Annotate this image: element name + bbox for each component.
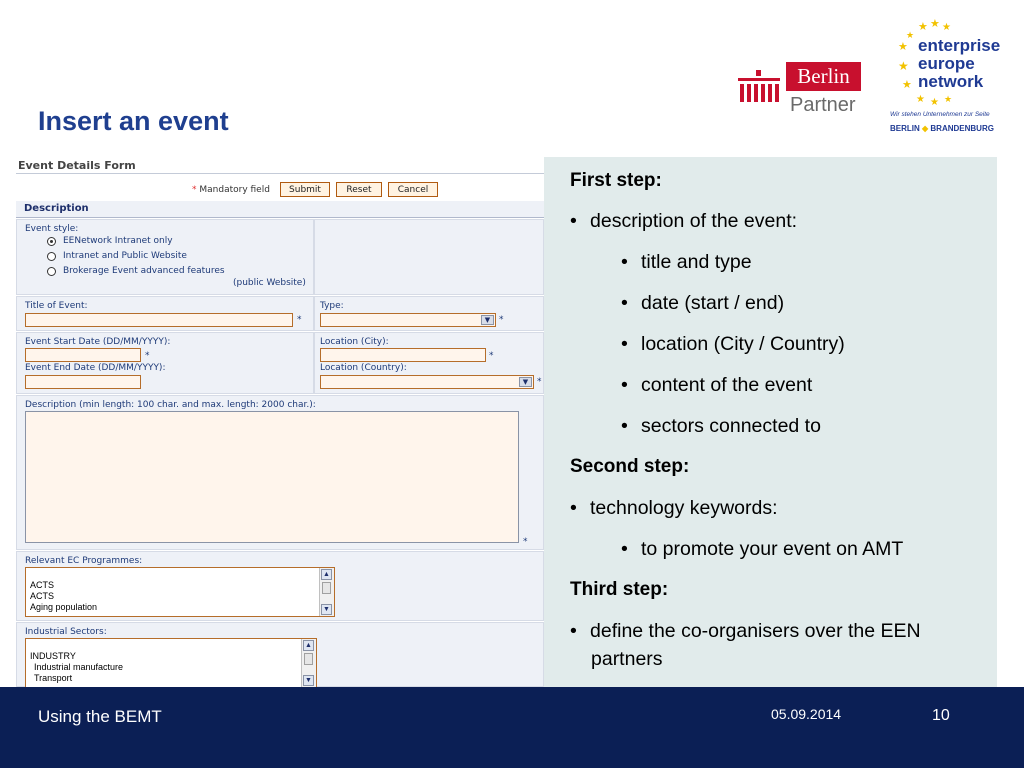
scroll-down-icon[interactable]: ▼ bbox=[303, 675, 314, 686]
svg-text:★: ★ bbox=[942, 22, 951, 33]
description-section-title: Description bbox=[24, 203, 89, 214]
mandatory-label: Mandatory field bbox=[199, 185, 270, 195]
first-step-sub-text: location (City / Country) bbox=[641, 333, 845, 355]
scroll-up-icon[interactable]: ▲ bbox=[303, 640, 314, 651]
footer-caption: Using the BEMT bbox=[38, 707, 162, 726]
svg-text:★: ★ bbox=[944, 95, 953, 105]
dates-cell bbox=[16, 332, 314, 394]
form-toolbar bbox=[16, 181, 544, 199]
een-region bbox=[890, 124, 994, 133]
scroll-thumb[interactable] bbox=[304, 653, 313, 665]
slide-footer bbox=[0, 687, 1024, 768]
berlin-partner-logo bbox=[738, 58, 868, 124]
first-step-sub-text: title and type bbox=[641, 251, 752, 273]
start-date-label: Event Start Date (DD/MM/YYYY): bbox=[25, 337, 171, 347]
scroll-down-icon[interactable]: ▼ bbox=[321, 604, 332, 615]
first-step-sub-text: date (start / end) bbox=[641, 292, 785, 314]
first-step-sub-text: sectors connected to bbox=[641, 415, 821, 437]
scroll-up-icon[interactable]: ▲ bbox=[321, 569, 332, 580]
form-header-divider bbox=[16, 173, 544, 174]
event-style-label: Event style: bbox=[25, 224, 79, 234]
chevron-down-icon: ▼ bbox=[481, 315, 494, 325]
country-select[interactable] bbox=[320, 375, 534, 389]
bullet-icon: • bbox=[621, 415, 628, 437]
second-step-sub-text: to promote your event on AMT bbox=[641, 538, 904, 560]
bullet-icon: • bbox=[621, 251, 628, 273]
list-item[interactable]: ACTS bbox=[30, 591, 55, 601]
een-region-separator-icon: ◆ bbox=[922, 124, 929, 133]
een-word-europe: europe bbox=[918, 54, 975, 73]
third-step-bullet-continuation: partners bbox=[591, 648, 663, 670]
first-step-sub-4 bbox=[621, 374, 812, 397]
steps-panel bbox=[544, 157, 997, 687]
second-step-bullet-text: technology keywords: bbox=[590, 497, 778, 519]
programmes-cell bbox=[16, 551, 544, 621]
bullet-icon: • bbox=[570, 497, 577, 519]
description-cell bbox=[16, 395, 544, 550]
programmes-listbox[interactable] bbox=[25, 567, 335, 617]
first-step-bullet-text: description of the event: bbox=[590, 210, 798, 232]
first-step-bullet bbox=[570, 210, 797, 233]
mandatory-star: * bbox=[192, 185, 197, 195]
third-step-title: Third step: bbox=[570, 579, 669, 600]
first-step-sub-text: content of the event bbox=[641, 374, 813, 396]
first-step-sub-1 bbox=[621, 251, 752, 274]
type-label: Type: bbox=[320, 301, 344, 311]
list-item[interactable]: Transport bbox=[34, 673, 73, 683]
slide-title: Insert an event bbox=[38, 106, 229, 136]
country-required-star: * bbox=[537, 377, 542, 387]
first-step-sub-2 bbox=[621, 292, 784, 315]
second-step-title: Second step: bbox=[570, 456, 690, 477]
sectors-label: Industrial Sectors: bbox=[25, 627, 107, 637]
end-date-input[interactable] bbox=[25, 375, 141, 389]
second-step-sub-1 bbox=[621, 538, 903, 561]
programmes-scrollbar[interactable] bbox=[319, 568, 334, 616]
berlin-partner-mark-icon bbox=[738, 70, 780, 102]
sectors-cell bbox=[16, 622, 544, 687]
first-step-sub-3 bbox=[621, 333, 845, 356]
list-item[interactable]: Aging population bbox=[30, 602, 98, 612]
een-region-berlin: BERLIN bbox=[890, 124, 920, 133]
first-step-title: First step: bbox=[570, 170, 662, 191]
bullet-icon: • bbox=[621, 538, 628, 560]
sectors-scrollbar[interactable] bbox=[301, 639, 316, 687]
title-label: Title of Event: bbox=[25, 301, 88, 311]
cancel-button[interactable]: Cancel bbox=[388, 182, 438, 197]
chevron-down-icon: ▼ bbox=[519, 377, 532, 387]
start-date-input[interactable] bbox=[25, 348, 141, 362]
type-required-star: * bbox=[499, 315, 504, 325]
city-input[interactable] bbox=[320, 348, 486, 362]
svg-text:★: ★ bbox=[930, 97, 939, 108]
mandatory-note bbox=[192, 185, 270, 195]
event-style-option-public: Intranet and Public Website bbox=[63, 251, 187, 261]
type-select[interactable] bbox=[320, 313, 496, 327]
submit-button[interactable]: Submit bbox=[280, 182, 330, 197]
een-word-enterprise: enterprise bbox=[918, 36, 1001, 55]
event-style-option-intranet: EENetwork Intranet only bbox=[63, 236, 173, 246]
country-label: Location (Country): bbox=[320, 363, 407, 373]
title-input[interactable] bbox=[25, 313, 293, 327]
second-step-bullet bbox=[570, 497, 778, 520]
een-tagline: Wir stehen Unternehmen zur Seite bbox=[890, 111, 990, 118]
event-style-note: (public Website) bbox=[233, 278, 306, 288]
svg-text:★: ★ bbox=[916, 94, 925, 105]
first-step-sub-5 bbox=[621, 415, 821, 438]
svg-text:★: ★ bbox=[898, 40, 908, 53]
description-textarea[interactable] bbox=[25, 411, 519, 543]
bullet-icon: • bbox=[621, 374, 628, 396]
reset-button[interactable]: Reset bbox=[336, 182, 382, 197]
type-cell bbox=[314, 296, 544, 331]
form-header: Event Details Form bbox=[18, 159, 136, 172]
event-style-cell bbox=[16, 219, 314, 295]
list-item[interactable]: Industrial manufacture bbox=[34, 662, 124, 672]
location-cell bbox=[314, 332, 544, 394]
list-item[interactable]: ACTS bbox=[30, 580, 55, 590]
bullet-icon: • bbox=[621, 333, 628, 355]
list-item[interactable]: INDUSTRY bbox=[30, 651, 76, 661]
third-step-bullet-text: define the co-organisers over the EEN bbox=[590, 620, 921, 642]
event-style-radio-intranet[interactable] bbox=[47, 237, 56, 246]
title-required-star: * bbox=[297, 315, 302, 325]
svg-text:★: ★ bbox=[930, 18, 940, 30]
end-date-label: Event End Date (DD/MM/YYYY): bbox=[25, 363, 166, 373]
city-required-star: * bbox=[489, 351, 494, 361]
event-style-radio-brokerage[interactable] bbox=[47, 267, 56, 276]
svg-text:★: ★ bbox=[898, 59, 909, 73]
een-logo bbox=[888, 18, 1008, 140]
svg-text:★: ★ bbox=[906, 31, 915, 41]
bullet-icon: • bbox=[570, 210, 577, 232]
svg-text:★: ★ bbox=[902, 78, 912, 91]
svg-text:★: ★ bbox=[918, 20, 928, 33]
event-style-option-brokerage: Brokerage Event advanced features bbox=[63, 266, 225, 276]
bullet-icon: • bbox=[570, 620, 577, 642]
een-region-brandenburg: BRANDENBURG bbox=[930, 124, 994, 133]
sectors-listbox[interactable] bbox=[25, 638, 317, 687]
description-required-star: * bbox=[523, 537, 528, 547]
een-word-network: network bbox=[918, 72, 984, 91]
event-style-empty-cell bbox=[314, 219, 544, 295]
page-number: 10 bbox=[932, 707, 950, 724]
description-section-header bbox=[16, 201, 544, 218]
footer-date: 05.09.2014 bbox=[771, 706, 842, 722]
event-details-form bbox=[16, 157, 544, 687]
description-label: Description (min length: 100 char. and max. length: 2000 char.): bbox=[25, 400, 316, 410]
start-date-required-star: * bbox=[145, 351, 150, 361]
scroll-thumb[interactable] bbox=[322, 582, 331, 594]
programmes-label: Relevant EC Programmes: bbox=[25, 556, 143, 566]
third-step-bullet bbox=[570, 620, 921, 643]
event-style-radio-public[interactable] bbox=[47, 252, 56, 261]
bullet-icon: • bbox=[621, 292, 628, 314]
berlin-wordmark: Berlin bbox=[786, 62, 861, 91]
title-cell bbox=[16, 296, 314, 331]
city-label: Location (City): bbox=[320, 337, 389, 347]
partner-wordmark: Partner bbox=[790, 94, 856, 116]
